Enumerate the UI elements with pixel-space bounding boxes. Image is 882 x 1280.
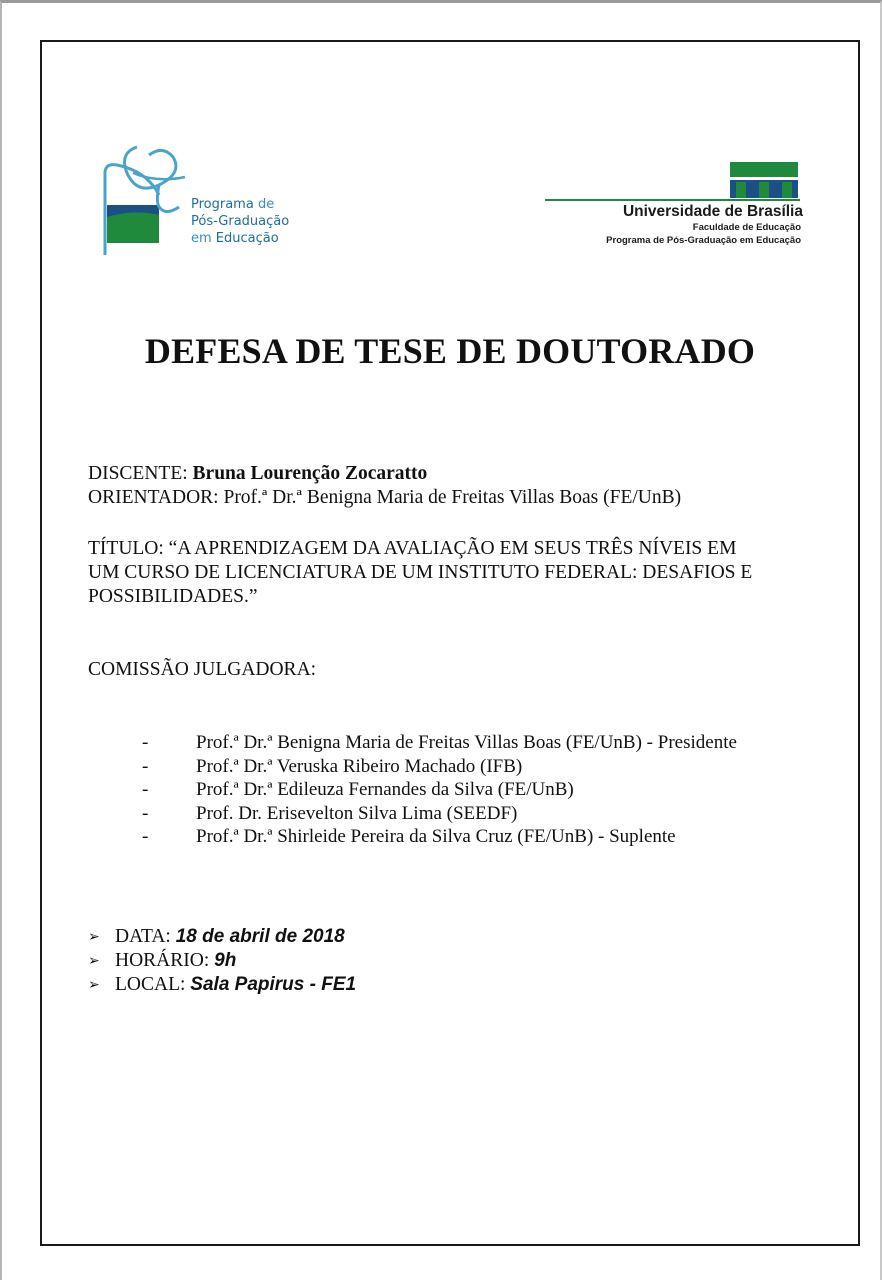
member-name: Prof.ª Dr.ª Edileuza Fernandes da Silva (FE/UnB): [196, 779, 574, 800]
orientador-line: ORIENTADOR: Prof.ª Dr.ª Benigna Maria de Freitas Villas Boas (FE/UnB): [88, 487, 682, 508]
arrow-bullet-icon: ➢: [88, 953, 100, 969]
titulo-line-3: POSSIBILIDADES.”: [88, 586, 258, 607]
ppge-logo-text: [191, 196, 289, 247]
unb-name: Universidade de Brasília: [622, 203, 803, 220]
ppge-line-3: em Educação: [191, 231, 279, 246]
arrow-bullet-icon: ➢: [88, 977, 100, 993]
member-name: Prof. Dr. Erisevelton Silva Lima (SEEDF): [196, 802, 518, 824]
member-name: Prof.ª Dr.ª Veruska Ribeiro Machado (IFB): [196, 755, 523, 777]
member-name: Prof.ª Dr.ª Shirleide Pereira da Silva Cruz (FE/UnB) - Suplente: [196, 826, 676, 847]
info-label: HORÁRIO:: [115, 950, 215, 971]
unb-faculty: Faculdade de Educação: [692, 222, 801, 233]
unb-program: Programa de Pós-Graduação em Educação: [606, 235, 801, 246]
info-value: 18 de abril de 2018: [175, 926, 345, 947]
list-dash: -: [142, 755, 149, 777]
info-value: 9h: [214, 950, 237, 971]
arrow-bullet-icon: ➢: [88, 929, 100, 945]
discente-line: [88, 462, 427, 486]
list-dash: -: [142, 802, 149, 824]
member-name: Prof.ª Dr.ª Benigna Maria de Freitas Villas Boas (FE/UnB) - Presidente: [196, 732, 737, 753]
list-dash: -: [142, 826, 149, 847]
list-dash: -: [142, 779, 149, 800]
info-label: LOCAL:: [115, 974, 191, 995]
info-label: DATA:: [115, 926, 176, 947]
page-title: DEFESA DE TESE DE DOUTORADO: [144, 331, 756, 371]
info-value: Sala Papirus - FE1: [190, 974, 357, 995]
discente-name: Bruna Lourenção Zocaratto: [192, 463, 428, 484]
ppge-line-1: Programa de: [191, 197, 275, 212]
unb-divider: [545, 199, 800, 201]
discente-label: DISCENTE:: [88, 463, 193, 484]
titulo-line-1: TÍTULO: “A APRENDIZAGEM DA AVALIAÇÃO EM SEUS TRÊS NÍVEIS EM: [88, 538, 737, 559]
committee-heading: COMISSÃO JULGADORA:: [88, 659, 317, 680]
titulo-line-2: UM CURSO DE LICENCIATURA DE UM INSTITUTO FEDERAL: DESAFIOS E: [88, 562, 753, 583]
ppge-line-2: Pós-Graduação: [191, 214, 290, 229]
ppge-logo-icon: [97, 143, 192, 258]
unb-emblem-icon: [730, 162, 798, 198]
list-dash: -: [142, 732, 149, 753]
unb-logo: [545, 160, 805, 255]
ppge-logo: [97, 143, 307, 258]
